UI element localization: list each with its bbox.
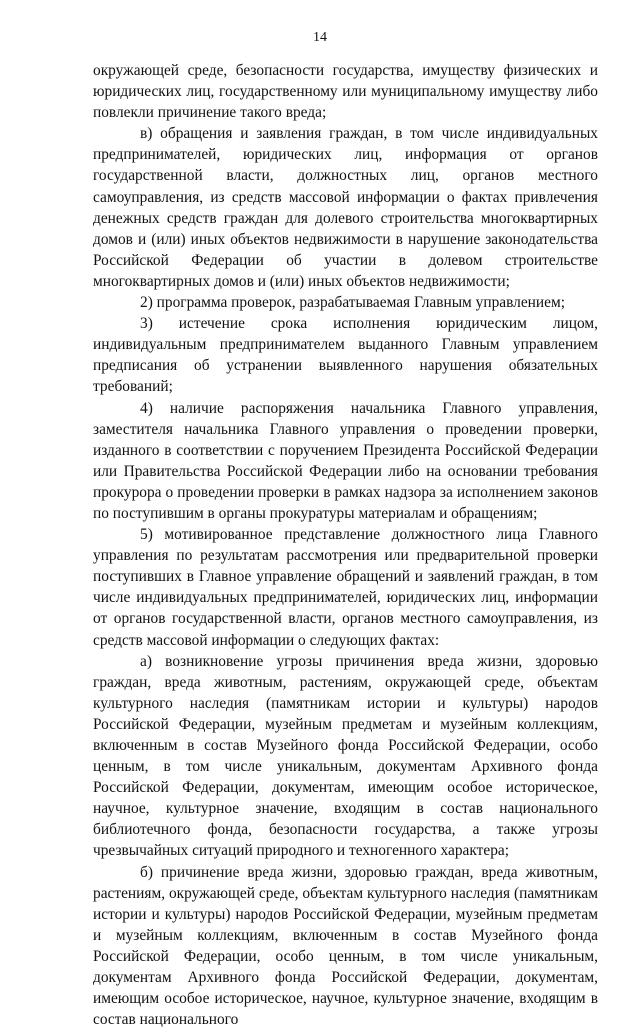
paragraph-continuation: окружающей среде, безопасности государства, имуществу физических и юридических лиц, государственному или муниципальному имуществу либо повлекли причинение такого вреда; xyxy=(93,62,598,122)
paragraph-item-5: 5) мотивированное представление должностного лица Главного управления по результатам рассмотрения или предварительной проверки поступивших в Главное управление обращений и заявлений граждан, в том числе индивидуальных предпринимателей, юридических лиц, информации от органов государственной власти, органов местного самоуправления, из средств массовой информации о следующих фактах: xyxy=(93,526,598,649)
paragraph-item-2: 2) программа проверок, разрабатываемая Главным управлением; xyxy=(140,294,565,312)
paragraph-item-a: а) возникновение угрозы причинения вреда жизни, здоровью граждан, вреда животным, растениям, окружающей среде, объектам культурного наследия (памятникам истории и культуры) народов Российской Федерации, музейным предметам и музейным коллекциям, включенным в состав Музейного фонда Российской Федерации, особо ценным, в том числе уникальным, документам Архивного фонда Российской Федерации, документам, имеющим особое историческое, научное, культурное значение, входящим в состав национального библиотечного фонда, безопасности государства, а также угрозы чрезвычайных ситуаций природного и техногенного характера; xyxy=(93,652,598,860)
paragraph-item-4: 4) наличие распоряжения начальника Главного управления, заместителя начальника Главного управления о проведении проверки, изданного в соответствии с поручением Президента Российской Федерации или Правительства Российской Федерации либо на основании требования прокурора о проведении проверки в рамках надзора за исполнением законов по поступившим в органы прокуратуры материалам и обращениям; xyxy=(93,399,598,522)
paragraph-item-3: 3) истечение срока исполнения юридическим лицом, индивидуальным предпринимателем выданного Главным управлением предписания об устранении выявленного нарушения обязательных требований; xyxy=(93,315,598,396)
paragraph-item-b: б) причинение вреда жизни, здоровью граждан, вреда животным, растениям, окружающей среде, объектам культурного наследия (памятникам истории и культуры) народов Российской Федерации, музейным предметам и музейным коллекциям, включенным в состав Музейного фонда Российской Федерации, особо ценным, в том числе уникальным, документам Архивного фонда Российской Федерации, документам, имеющим особое историческое, научное, культурное значение, входящим в состав национального xyxy=(93,863,598,1029)
page-number: 14 xyxy=(313,30,327,45)
document-body xyxy=(93,60,598,1030)
paragraph-item-v: в) обращения и заявления граждан, в том числе индивидуальных предпринимателей, юридических лиц, информация от органов государственной власти, должностных лиц, органов местного самоуправления, из средств массовой информации о фактах привлечения денежных средств граждан для долевого строительства многоквартирных домов и (или) иных объектов недвижимости в нарушение законодательства Российской Федерации об участии в долевом строительстве многоквартирных домов и (или) иных объектов недвижимости; xyxy=(93,125,598,290)
